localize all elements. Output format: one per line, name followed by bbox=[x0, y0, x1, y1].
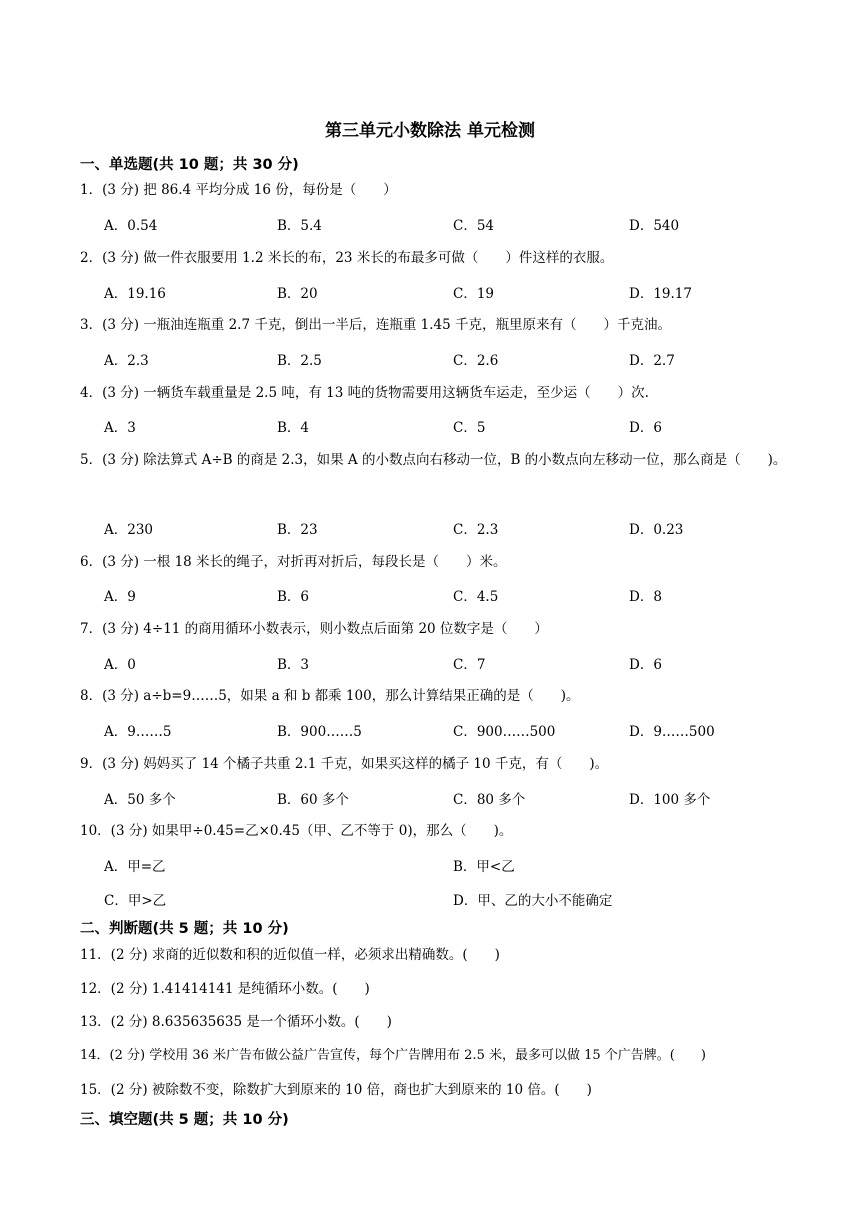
q3-option-c[interactable]: C．2.6 bbox=[453, 353, 499, 369]
q8-option-d[interactable]: D．9……500 bbox=[629, 724, 715, 740]
question-15: 15．(2 分) 被除数不变，除数扩大到原来的 10 倍，商也扩大到原来的 10 倍。( ) bbox=[80, 1082, 592, 1098]
q1-option-a[interactable]: A．0.54 bbox=[104, 218, 158, 234]
question-10: 10．(3 分) 如果甲÷0.45=乙×0.45（甲、乙不等于 0)，那么（ )。 bbox=[80, 823, 513, 839]
q8-option-a[interactable]: A．9……5 bbox=[104, 724, 172, 740]
question-6: 6．(3 分) 一根 18 米长的绳子，对折再对折后，每段长是（ ）米。 bbox=[80, 554, 507, 570]
q6-option-c[interactable]: C．4.5 bbox=[453, 589, 499, 605]
q8-option-c[interactable]: C．900……500 bbox=[453, 724, 556, 740]
section-heading-single-choice: 一、单选题(共 10 题；共 30 分) bbox=[80, 157, 299, 173]
question-9: 9．(3 分) 妈妈买了 14 个橘子共重 2.1 千克，如果买这样的橘子 10 千克，有（ )。 bbox=[80, 756, 609, 772]
q2-option-c[interactable]: C．19 bbox=[453, 286, 495, 302]
page-title: 第三单元小数除法 单元检测 bbox=[325, 121, 535, 141]
section-heading-true-false: 二、判断题(共 5 题；共 10 分) bbox=[80, 921, 289, 937]
q7-option-b[interactable]: B．3 bbox=[277, 657, 310, 673]
q10-option-b[interactable]: B．甲<乙 bbox=[453, 859, 515, 875]
q4-option-d[interactable]: D．6 bbox=[629, 420, 662, 436]
q10-option-d[interactable]: D．甲、乙的大小不能确定 bbox=[453, 893, 613, 909]
q6-option-b[interactable]: B．6 bbox=[277, 589, 310, 605]
q8-option-b[interactable]: B．900……5 bbox=[277, 724, 362, 740]
q7-option-a[interactable]: A．0 bbox=[104, 657, 136, 673]
q2-option-b[interactable]: B．20 bbox=[277, 286, 318, 302]
section-heading-fill-blank: 三、填空题(共 5 题；共 10 分) bbox=[80, 1112, 289, 1128]
q4-option-c[interactable]: C．5 bbox=[453, 420, 486, 436]
q3-option-b[interactable]: B．2.5 bbox=[277, 353, 322, 369]
q9-option-d[interactable]: D．100 多个 bbox=[629, 792, 711, 808]
question-4: 4．(3 分) 一辆货车载重量是 2.5 吨，有 13 吨的货物需要用这辆货车运走，至少运（ ）次. bbox=[80, 385, 649, 401]
q5-option-d[interactable]: D．0.23 bbox=[629, 522, 684, 538]
q3-option-d[interactable]: D．2.7 bbox=[629, 353, 675, 369]
q9-option-b[interactable]: B．60 多个 bbox=[277, 792, 349, 808]
question-11: 11．(2 分) 求商的近似数和积的近似值一样，必须求出精确数。( ) bbox=[80, 947, 500, 963]
q5-option-c[interactable]: C．2.3 bbox=[453, 522, 499, 538]
q1-option-c[interactable]: C．54 bbox=[453, 218, 495, 234]
question-1: 1．(3 分) 把 86.4 平均分成 16 份，每份是（ ） bbox=[80, 182, 397, 198]
question-12: 12．(2 分) 1.41414141 是纯循环小数。( ) bbox=[80, 981, 370, 997]
q1-option-b[interactable]: B．5.4 bbox=[277, 218, 322, 234]
q9-option-a[interactable]: A．50 多个 bbox=[104, 792, 176, 808]
q4-option-a[interactable]: A．3 bbox=[104, 420, 136, 436]
question-2: 2．(3 分) 做一件衣服要用 1.2 米长的布，23 米长的布最多可做（ ）件这样的衣服。 bbox=[80, 250, 614, 266]
q2-option-a[interactable]: A．19.16 bbox=[104, 286, 166, 302]
question-7: 7．(3 分) 4÷11 的商用循环小数表示，则小数点后面第 20 位数字是（ ） bbox=[80, 621, 548, 637]
question-8: 8．(3 分) a÷b=9……5，如果 a 和 b 都乘 100，那么计算结果正确的是（ )。 bbox=[80, 688, 580, 704]
q5-option-b[interactable]: B．23 bbox=[277, 522, 318, 538]
q1-option-d[interactable]: D．540 bbox=[629, 218, 680, 234]
q10-option-a[interactable]: A．甲=乙 bbox=[104, 859, 166, 875]
question-3: 3．(3 分) 一瓶油连瓶重 2.7 千克，倒出一半后，连瓶重 1.45 千克，瓶里原来有（ ）千克油。 bbox=[80, 317, 671, 333]
q7-option-c[interactable]: C．7 bbox=[453, 657, 486, 673]
q7-option-d[interactable]: D．6 bbox=[629, 657, 662, 673]
q9-option-c[interactable]: C．80 多个 bbox=[453, 792, 526, 808]
question-5: 5．(3 分) 除法算式 A÷B 的商是 2.3，如果 A 的小数点向右移动一位，B 的小数点向左移动一位，那么商是（ )。 bbox=[80, 452, 787, 468]
question-14: 14．(2 分) 学校用 36 米广告布做公益广告宣传，每个广告牌用布 2.5 米，最多可以做 15 个广告牌。( ) bbox=[80, 1048, 706, 1063]
q3-option-a[interactable]: A．2.3 bbox=[104, 353, 149, 369]
q2-option-d[interactable]: D．19.17 bbox=[629, 286, 692, 302]
question-13: 13．(2 分) 8.635635635 是一个循环小数。( ) bbox=[80, 1014, 392, 1030]
q5-option-a[interactable]: A．230 bbox=[104, 522, 154, 538]
q6-option-d[interactable]: D．8 bbox=[629, 589, 662, 605]
q10-option-c[interactable]: C．甲>乙 bbox=[104, 893, 167, 909]
q6-option-a[interactable]: A．9 bbox=[104, 589, 136, 605]
q4-option-b[interactable]: B．4 bbox=[277, 420, 310, 436]
